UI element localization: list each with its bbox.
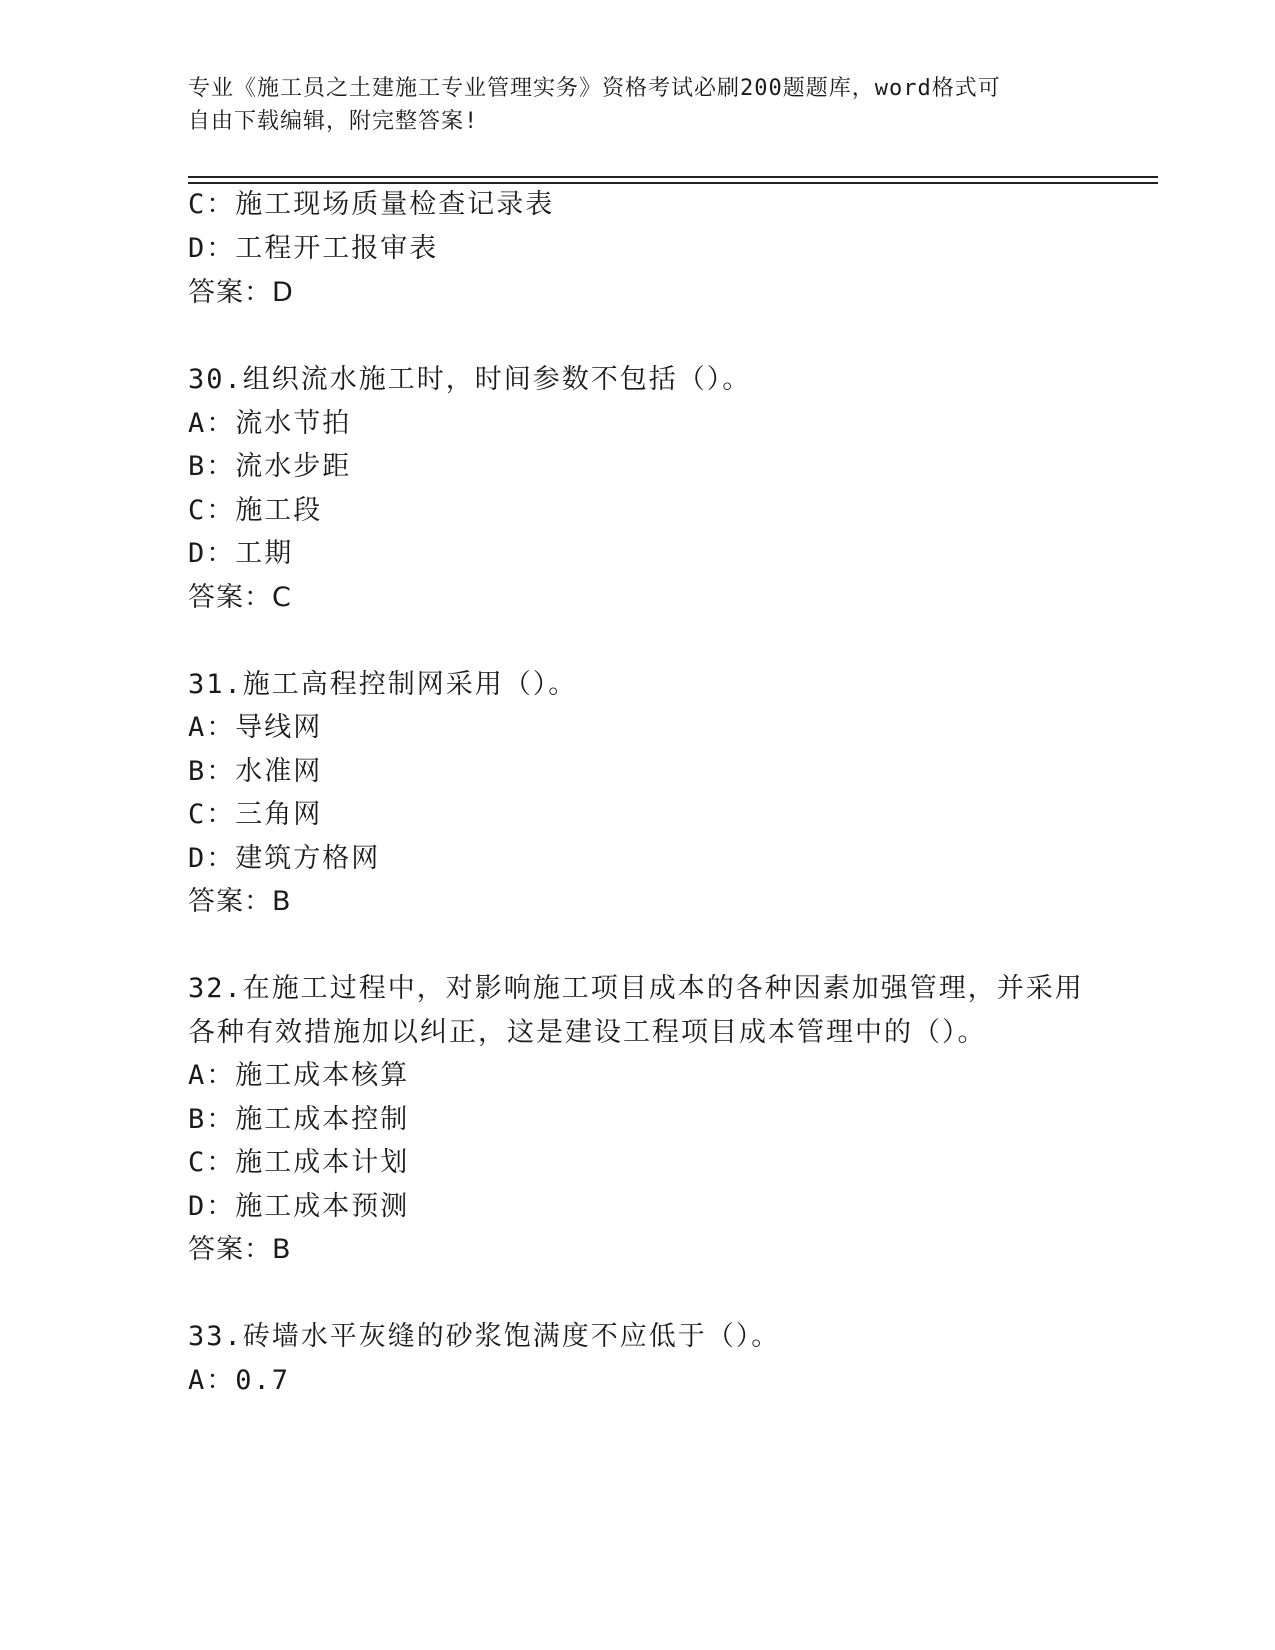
q33-question: 33.砖墙水平灰缝的砂浆饱满度不应低于（）。 <box>188 1321 781 1352</box>
header-line-1: 专业《施工员之土建施工专业管理实务》资格考试必刷200题题库，word格式可 <box>188 76 1001 101</box>
q30-question: 30.组织流水施工时，时间参数不包括（）。 <box>188 364 752 395</box>
q31-option-c: C：三角网 <box>188 799 323 830</box>
q29-option-d: D：工程开工报审表 <box>188 233 439 264</box>
q32-question-line-2: 各种有效措施加以纠正，这是建设工程项目成本管理中的（）。 <box>188 1017 987 1048</box>
q31-option-a: A：导线网 <box>188 712 323 743</box>
q30-answer: 答案：C <box>188 582 292 613</box>
document-header <box>188 72 1088 138</box>
q32-question-line-1: 32.在施工过程中，对影响施工项目成本的各种因素加强管理，并采用 <box>188 973 1084 1004</box>
header-divider-top <box>188 176 1158 178</box>
q32-option-c: C：施工成本计划 <box>188 1147 410 1178</box>
header-divider-bottom <box>188 182 1158 184</box>
q29-option-c: C：施工现场质量检查记录表 <box>188 189 555 220</box>
q32-option-a: A：施工成本核算 <box>188 1060 410 1091</box>
q31-answer: 答案：B <box>188 886 292 917</box>
q29-answer: 答案：D <box>188 277 294 308</box>
q30-option-a: A：流水节拍 <box>188 408 352 439</box>
q32-answer: 答案：B <box>188 1234 292 1265</box>
q33-option-a: A：0.7 <box>188 1365 291 1396</box>
q30-option-c: C：施工段 <box>188 495 323 526</box>
q31-question: 31.施工高程控制网采用（）。 <box>188 669 578 700</box>
q31-option-d: D：建筑方格网 <box>188 843 381 874</box>
q30-option-b: B：流水步距 <box>188 451 352 482</box>
header-line-2: 自由下载编辑，附完整答案! <box>188 109 479 134</box>
q32-option-d: D：施工成本预测 <box>188 1191 410 1222</box>
q30-option-d: D：工期 <box>188 538 294 569</box>
q32-option-b: B：施工成本控制 <box>188 1104 410 1135</box>
q31-option-b: B：水准网 <box>188 756 323 787</box>
